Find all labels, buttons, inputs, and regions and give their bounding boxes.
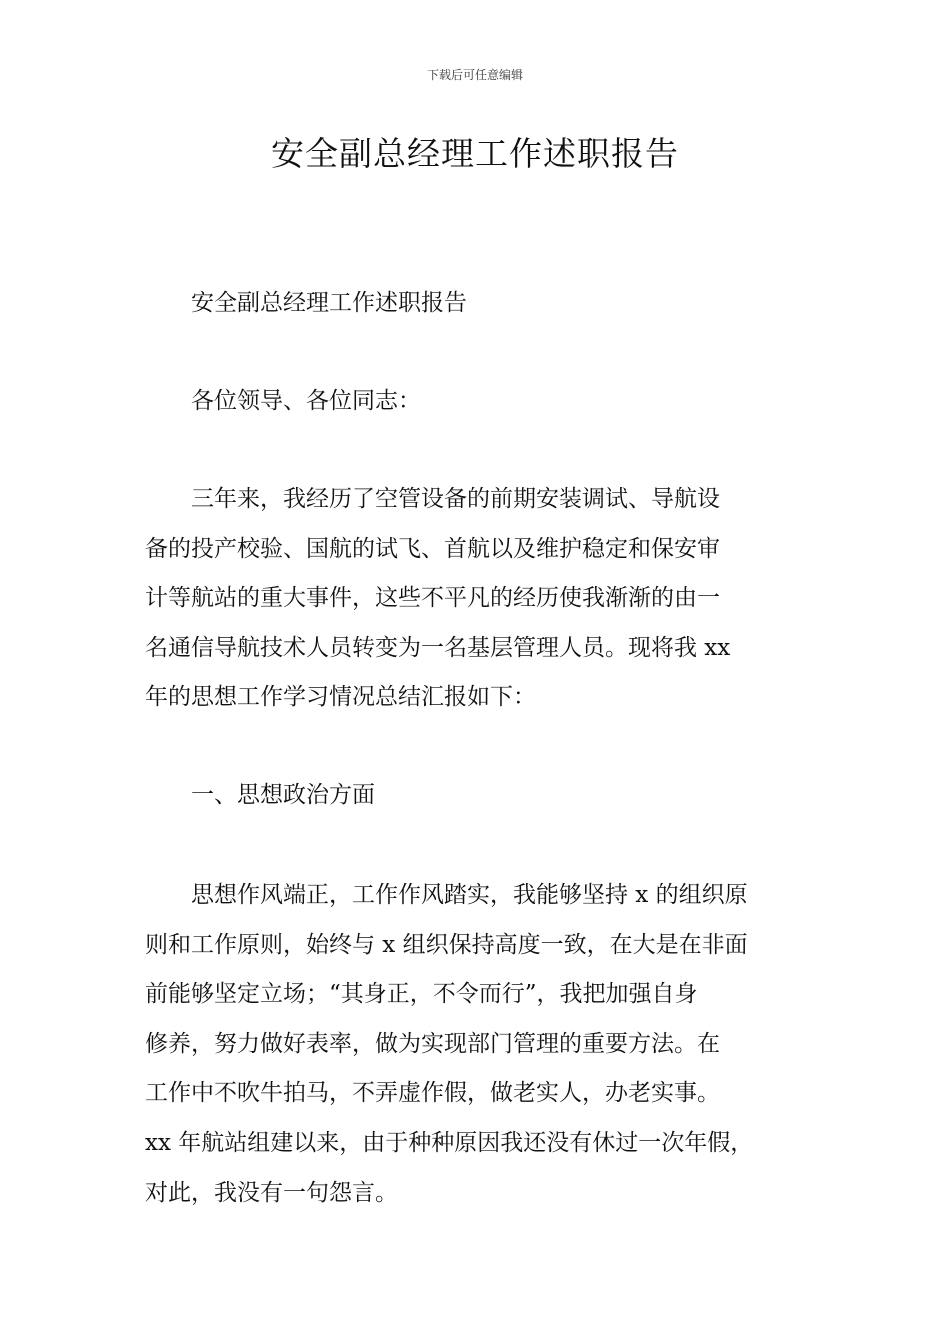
ideology-paragraph [145,871,825,1218]
document-title: 安全副总经理工作述职报告 [271,134,679,173]
paragraph-intro: 三年来，我经历了空管设备的前期安装调试、导航设 备的投产校验、国航的试飞、首航以及维护稳定和保安审 计等航站的重大事件，这些不平凡的经历使我渐渐的由一 名通信导航技术人员转变为一名基层管理人员。现将我 xx 年的思想工作学习情况总结汇报如下： [145,486,731,711]
intro-paragraph [145,475,825,723]
paragraph-greeting: 各位领导、各位同志： [191,388,421,414]
paragraph-ideology: 思想作风端正，工作作风踏实，我能够坚持 x 的组织原 则和工作原则，始终与 x 组织保持高度一致，在大是在非面 前能够坚定立场；“其身正，不令而行”，我把加强自身 修养，努力做好表率，做为实现部门管理的重要方法。在 工作中不吹牛拍马，不弄虚作假，做老实人，办老实事。 xx 年航站组建以来，由于种种原因我还没有休过一次年假， 对此，我没有一句怨言。 [145,882,754,1206]
header-note: 下载后可任意编辑 [426,68,523,82]
greeting-paragraph [145,377,825,427]
paragraph-section-1-heading: 一、思想政治方面 [191,782,375,808]
section-heading [145,771,825,821]
paragraph-subtitle: 安全副总经理工作述职报告 [191,290,467,316]
subtitle-paragraph [145,279,825,329]
